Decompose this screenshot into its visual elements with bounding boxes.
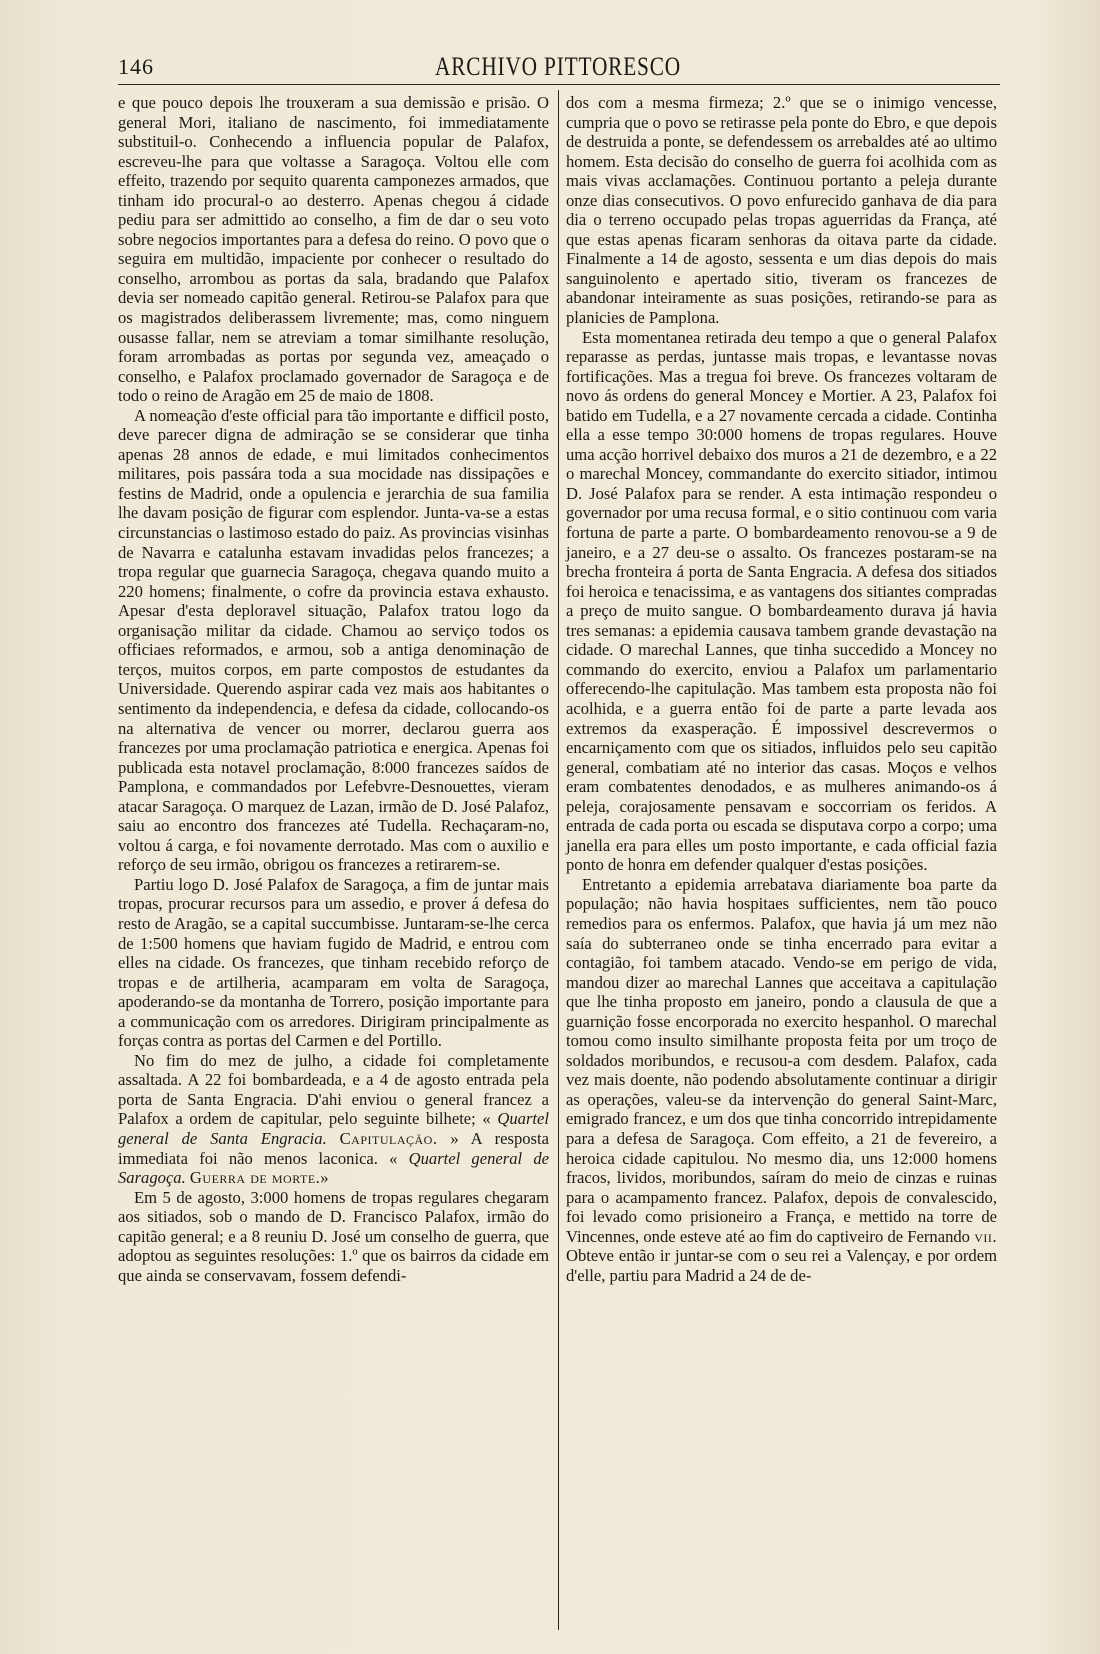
right-column <box>566 93 997 1285</box>
text-run: Obteve então ir juntar-se com o seu rei a Valençay, e por ordem d'elle, partiu para Madrid a 24 de de- <box>566 1246 997 1285</box>
column-divider <box>558 90 559 1630</box>
quote-italic: Quartel general de Santa Engracia. <box>118 1109 549 1148</box>
running-title: ARCHIVO PITTORESCO <box>435 52 681 81</box>
page-number: 146 <box>118 54 154 79</box>
text-run: No fim do mez de julho, a cidade foi completamente assaltada. A 22 foi bombardeada, e a 4 de agosto entrada pela porta de Santa Engracia. D'ahi enviou o general francez a Palafox a ordem de capitular, pelo seguinte bilhete; « <box>118 1050 549 1129</box>
paragraph: A nomeação d'este official para tão importante e difficil posto, deve parecer digna de admiração se se considerar que tinha apenas 28 annos de edade, e mui limitados conhecimentos militares, pois passára toda a sua mocidade nas dissipações e festins de Madrid, onde a opulencia e jerarchia de sua familia lhe davam posição de figurar com esplendor. Junta-va-se a estas circunstancias o lastimoso estado do paiz. As provincias visinhas de Navarra e catalunha estavam invadidas pelos francezes; a tropa regular que guarnecia Saragoça, chegava quando muito a 220 homens; finalmente, o cofre da provincia estava exhausto. Apesar d'esta deploravel situação, Palafox tratou logo da organisação militar da cidade. Chamou ao serviço todos os officiaes reformados, e armou, sob a antiga denominação de terços, muitos corpos, em parte compostos de estudantes da Universidade. Querendo aspirar cada vez mais aos habitantes o sentimento da independencia, e defesa da cidade, collocando-os na alternativa de vencer ou morrer, declarou guerra aos francezes por uma proclamação patriotica e energica. Apenas foi publicada esta notavel proclamação, 8:000 francezes saídos de Pamplona, e commandados por Lefebvre-Desnouettes, vieram atacar Saragoça. O marquez de Lazan, irmão de D. José Palafoz, saiu ao encontro dos francezes até Tudella. Rechaçaram-no, voltou á carga, e foi novamente derrotado. Mas com o auxilio e reforço de seu irmão, obrigou os francezes a retirarem-se. <box>118 405 549 875</box>
quote-smallcaps: Capitulação. <box>339 1128 438 1148</box>
paragraph: Partiu logo D. José Palafox de Saragoça, a fim de juntar mais tropas, procurar recursos para um assedio, e prover á defesa do resto de Aragão, se a capital succumbisse. Juntaram-se-lhe cerca de 1:500 homens que haviam fugido de Madrid, e entrou com elles na cidade. Os francezes, que tinham recebido reforço de tropas e de artilheria, acamparam em volta de Saragoça, apoderando-se da montanha de Torrero, posição importante para a communicação com os arredores. Dirigiram principalmente as forças contra as portas del Carmen e del Portillo. <box>118 874 549 1051</box>
paragraph: e que pouco depois lhe trouxeram a sua demissão e prisão. O general Mori, italiano de nascimento, foi immediatamente substituil-o. Conhecendo a influencia popular de Palafox, escreveu-lhe para que voltasse a Saragoça. Voltou elle com effeito, trazendo por sequito quarenta camponezes armados, que tinham ido procural-o ao desterro. Apenas chegou á cidade pediu para ser admittido ao conselho, a fim de dar o seu voto sobre negocios importantes para a defesa do reino. O povo que o seguira em multidão, impaciente por conhecer o resultado do conselho, arrombou as portas da sala, bradando que Palafox devia ser nomeado capitão general. Retirou-se Palafox para que os magistrados deliberassem livremente; mas, como ninguem ousasse fallar, nem se atreviam a tomar similhante resolução, foram arrombadas as portas por segunda vez, ameaçado o conselho, e Palafox proclamado governador de Saragoça e de todo o reino de Aragão em 25 de maio de 1808. <box>118 93 549 406</box>
paragraph <box>566 875 997 1285</box>
paragraph <box>118 1051 549 1188</box>
text-run: » <box>320 1168 329 1188</box>
quote-smallcaps: Guerra de morte. <box>189 1168 321 1188</box>
header-rule <box>118 84 1000 85</box>
text-run: Entretanto a epidemia arrebatava diariamente boa parte da população; não havia hospitaes sufficientes, nem tão pouco remedios para os enfermos. Palafox, que havia já um mez não saía do subterraneo onde se tinha encerrado para evitar a contagião, foi tambem atacado. Vendo-se em perigo de vida, mandou dizer ao marechal Lannes que acceitava a capitulação que lhe tinha proposto em janeiro, pondo a clausula de que a guarnição fosse encorporada no exercito hespanhol. O marechal tomou como insulto similhante proposta feita por um troço de soldados moribundos, e recusou-a com desdem. Palafox, cada vez mais doente, não podendo absolutamente continuar a dirigir as operações, valeu-se da intervenção do general Saint-Marc, emigrado francez, e um dos que tinha concorrido intrepidamente para a defesa de Saragoça. Com effeito, a 21 de fevereiro, a heroica cidade capitulou. No mesmo dia, uns 12:000 homens fracos, lividos, moribundos, saíram do meio de cinzas e ruinas para o acampamento francez. Palafox, depois de convalescido, foi levado como prisioneiro a França, e mettido na torre de Vincennes, onde esteve até ao fim do captiveiro de Fernando <box>566 874 997 1246</box>
paragraph: Em 5 de agosto, 3:000 homens de tropas regulares chegaram aos sitiados, sob o mando de D. Francisco Palafox, irmão do capitão general; e a 8 reuniu D. José um conselho de guerra, que adoptou as seguintes resoluções: 1.º que os bairros da cidade em que ainda se conservavam, fossem defendi- <box>118 1187 549 1285</box>
roman-numeral: vii. <box>974 1226 997 1246</box>
quote-italic: Quartel general de Saragoça. <box>118 1148 549 1188</box>
left-column <box>118 93 549 1285</box>
page-header <box>118 50 998 84</box>
paragraph: dos com a mesma firmeza; 2.º que se o inimigo vencesse, cumpria que o povo se retirasse pela ponte do Ebro, e que depois de destruida a ponte, se defendessem os arrebaldes até ao ultimo homem. Esta decisão do conselho de guerra foi acolhida com as mais vivas acclamações. Continuou portanto a peleja durante onze dias consecutivos. O povo enfurecido ganhava de dia para dia o terreno occupado pelas tropas aguerridas da França, até que estas apenas ficaram senhoras da oitava parte da cidade. Finalmente a 14 de agosto, sessenta e um dias depois do mais sanguinolento e apertado sitio, tiveram os francezes de abandonar inteiramente as suas posições, retirando-se para as planicies de Pamplona. <box>566 93 997 328</box>
text-run: » A resposta immediata foi não menos laconica. « <box>118 1128 549 1168</box>
paragraph: Esta momentanea retirada deu tempo a que o general Palafox reparasse as perdas, juntasse mais tropas, e levantasse novas fortificações. Mas a tregua foi breve. Os francezes voltaram de novo ás ordens do general Moncey e Mortier. A 23, Palafox foi batido em Tudella, e a 27 novamente cercada a cidade. Continha ella a esse tempo 30:000 homens de tropas regulares. Houve uma acção horrivel debaixo dos muros a 21 de dezembro, e a 22 o marechal Moncey, commandante do exercito sitiador, intimou D. José Palafox para se render. A esta intimação respondeu o governador por uma recusa formal, e o sitio continuou com varia fortuna de parte a parte. O bombardeamento renovou-se a 9 de janeiro, e a 27 deu-se o assalto. Os francezes postaram-se na brecha fronteira á porta de Santa Engracia. A defesa dos sitiados foi heroica e tenacissima, e as vantagens dos sitiantes compradas a preço de muito sangue. O bombardeamento durava já havia tres semanas: a epidemia causava tambem grande devastação na cidade. O marechal Lannes, que tinha succedido a Moncey no commando do exercito, enviou a Palafox um parlamentario offerecendo-lhe capitulação. Mas tambem esta proposta não foi acolhida, e a guerra então foi de parte a parte levada aos extremos da exasperação. É impossivel descrevermos o encarniçamento com que os sitiados, influidos pelo seu capitão general, combatiam até no interior das casas. Moços e velhos eram combatentes denodados, e as mulheres animando-os á peleja, corajosamente pensavam e soccorriam os feridos. A entrada de cada porta ou escada se disputava corpo a corpo; uma janella era para elles um posto importante, e cada official fazia ponto de honra em defender qualquer d'estas posições. <box>566 327 997 875</box>
